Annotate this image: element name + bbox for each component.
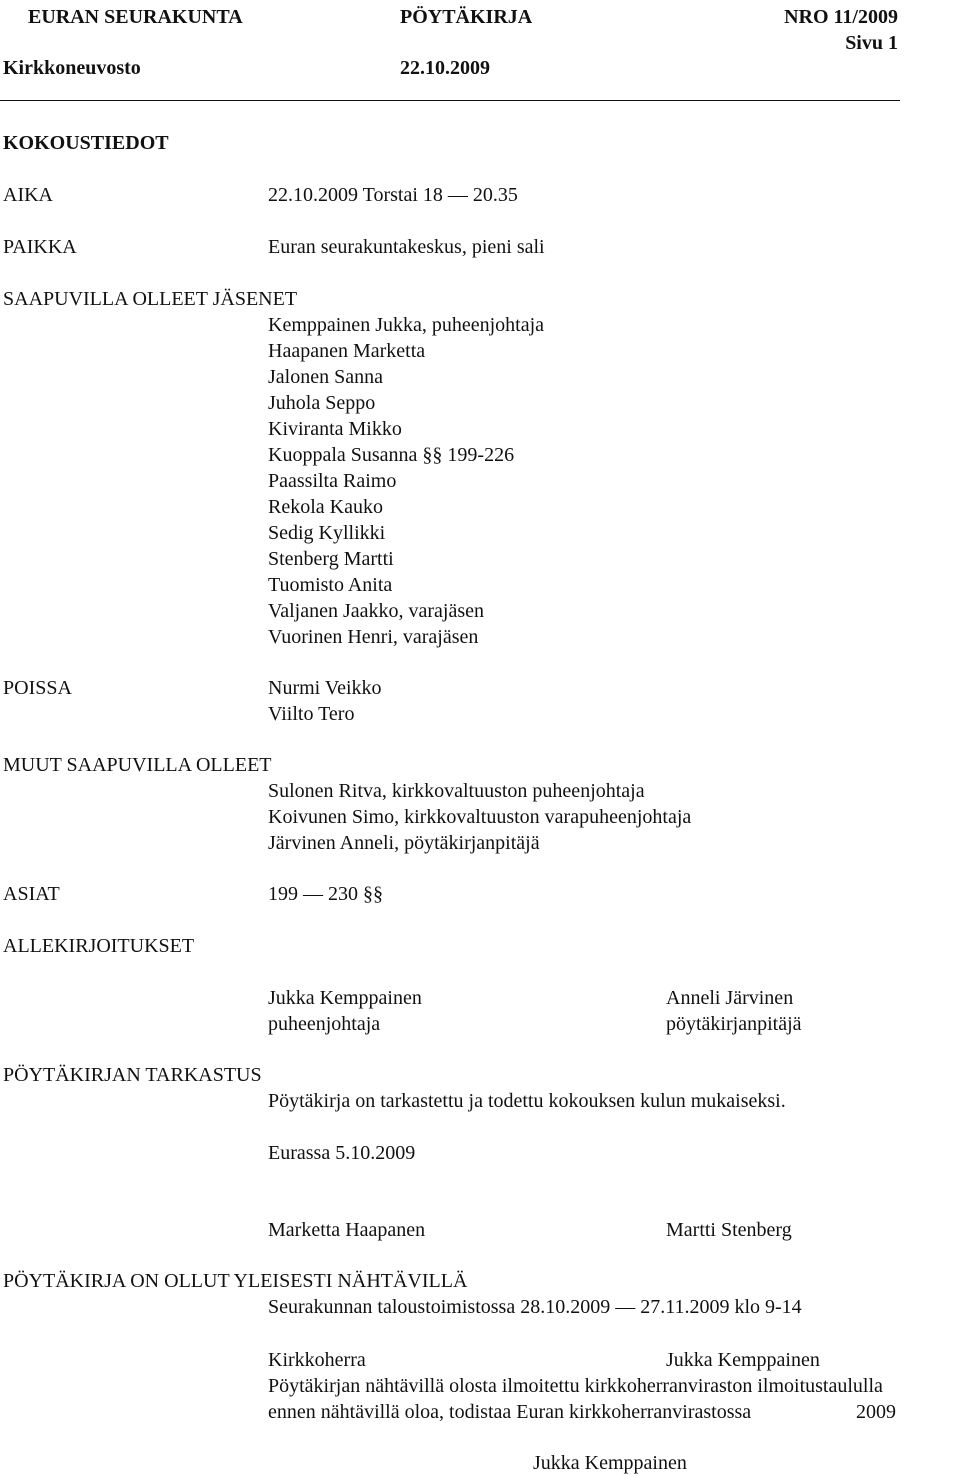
notice-line-1: Pöytäkirjan nähtävillä olosta ilmoitettu kirkkoherranviraston ilmoitustaululla <box>268 1375 883 1397</box>
place-value: Euran seurakuntakeskus, pieni sali <box>268 236 545 258</box>
attendee: Kemppainen Jukka, puheenjohtaja <box>268 314 545 336</box>
reviewer-1: Marketta Haapanen <box>268 1219 426 1241</box>
attendee: Haapanen Marketta <box>268 340 426 362</box>
notice-year: 2009 <box>856 1401 896 1423</box>
display-label: PÖYTÄKIRJA ON OLLUT YLEISESTI NÄHTÄVILLÄ <box>3 1270 468 1292</box>
chair-name: Jukka Kemppainen <box>268 987 422 1009</box>
attendee: Jalonen Sanna <box>268 366 383 388</box>
attendee: Tuomisto Anita <box>268 574 393 596</box>
review-place-date: Eurassa 5.10.2009 <box>268 1142 416 1164</box>
vicar-name: Jukka Kemppainen <box>666 1349 820 1371</box>
attendee: Juhola Seppo <box>268 392 376 414</box>
attendee: Sedig Kyllikki <box>268 522 386 544</box>
place-label: PAIKKA <box>3 236 77 258</box>
attendee: Stenberg Martti <box>268 548 394 570</box>
final-signature: Jukka Kemppainen <box>533 1452 687 1474</box>
attendee: Vuorinen Henri, varajäsen <box>268 626 479 648</box>
body-name: Kirkkoneuvosto <box>3 57 141 79</box>
absent-label: POISSA <box>3 677 72 699</box>
attendees-label: SAAPUVILLA OLLEET JÄSENET <box>3 288 298 310</box>
other-attendee: Sulonen Ritva, kirkkovaltuuston puheenjohtaja <box>268 780 645 802</box>
review-statement: Pöytäkirja on tarkastettu ja todettu kokouksen kulun mukaiseksi. <box>268 1090 786 1112</box>
display-location: Seurakunnan taloustoimistossa 28.10.2009 — 27.11.2009 klo 9-14 <box>268 1296 802 1318</box>
absent-member: Viilto Tero <box>268 703 355 725</box>
review-label: PÖYTÄKIRJAN TARKASTUS <box>3 1064 262 1086</box>
items-value: 199 — 230 §§ <box>268 883 383 905</box>
doc-type: PÖYTÄKIRJA <box>400 6 533 28</box>
time-label: AIKA <box>3 184 53 206</box>
signatures-label: ALLEKIRJOITUKSET <box>3 935 195 957</box>
doc-number: NRO 11/2009 <box>784 6 898 28</box>
header-rule <box>0 100 900 101</box>
attendee: Valjanen Jaakko, varajäsen <box>268 600 485 622</box>
org-name: EURAN SEURAKUNTA <box>28 6 243 28</box>
other-attendee: Järvinen Anneli, pöytäkirjanpitäjä <box>268 832 540 854</box>
secretary-name: Anneli Järvinen <box>666 987 794 1009</box>
vicar-title: Kirkkoherra <box>268 1349 366 1371</box>
attendee: Paassilta Raimo <box>268 470 397 492</box>
reviewer-2: Martti Stenberg <box>666 1219 792 1241</box>
secretary-role: pöytäkirjanpitäjä <box>666 1013 802 1035</box>
chair-role: puheenjohtaja <box>268 1013 381 1035</box>
notice-line-2: ennen nähtävillä oloa, todistaa Euran kirkkoherranvirastossa <box>268 1401 752 1423</box>
page-number: Sivu 1 <box>845 32 898 54</box>
attendee: Kuoppala Susanna §§ 199-226 <box>268 444 515 466</box>
time-value: 22.10.2009 Torstai 18 — 20.35 <box>268 184 518 206</box>
attendee: Kiviranta Mikko <box>268 418 402 440</box>
absent-member: Nurmi Veikko <box>268 677 382 699</box>
others-label: MUUT SAAPUVILLA OLLEET <box>3 754 272 776</box>
header-date: 22.10.2009 <box>400 57 490 79</box>
section-title: KOKOUSTIEDOT <box>3 132 169 154</box>
other-attendee: Koivunen Simo, kirkkovaltuuston varapuheenjohtaja <box>268 806 692 828</box>
attendee: Rekola Kauko <box>268 496 383 518</box>
items-label: ASIAT <box>3 883 60 905</box>
